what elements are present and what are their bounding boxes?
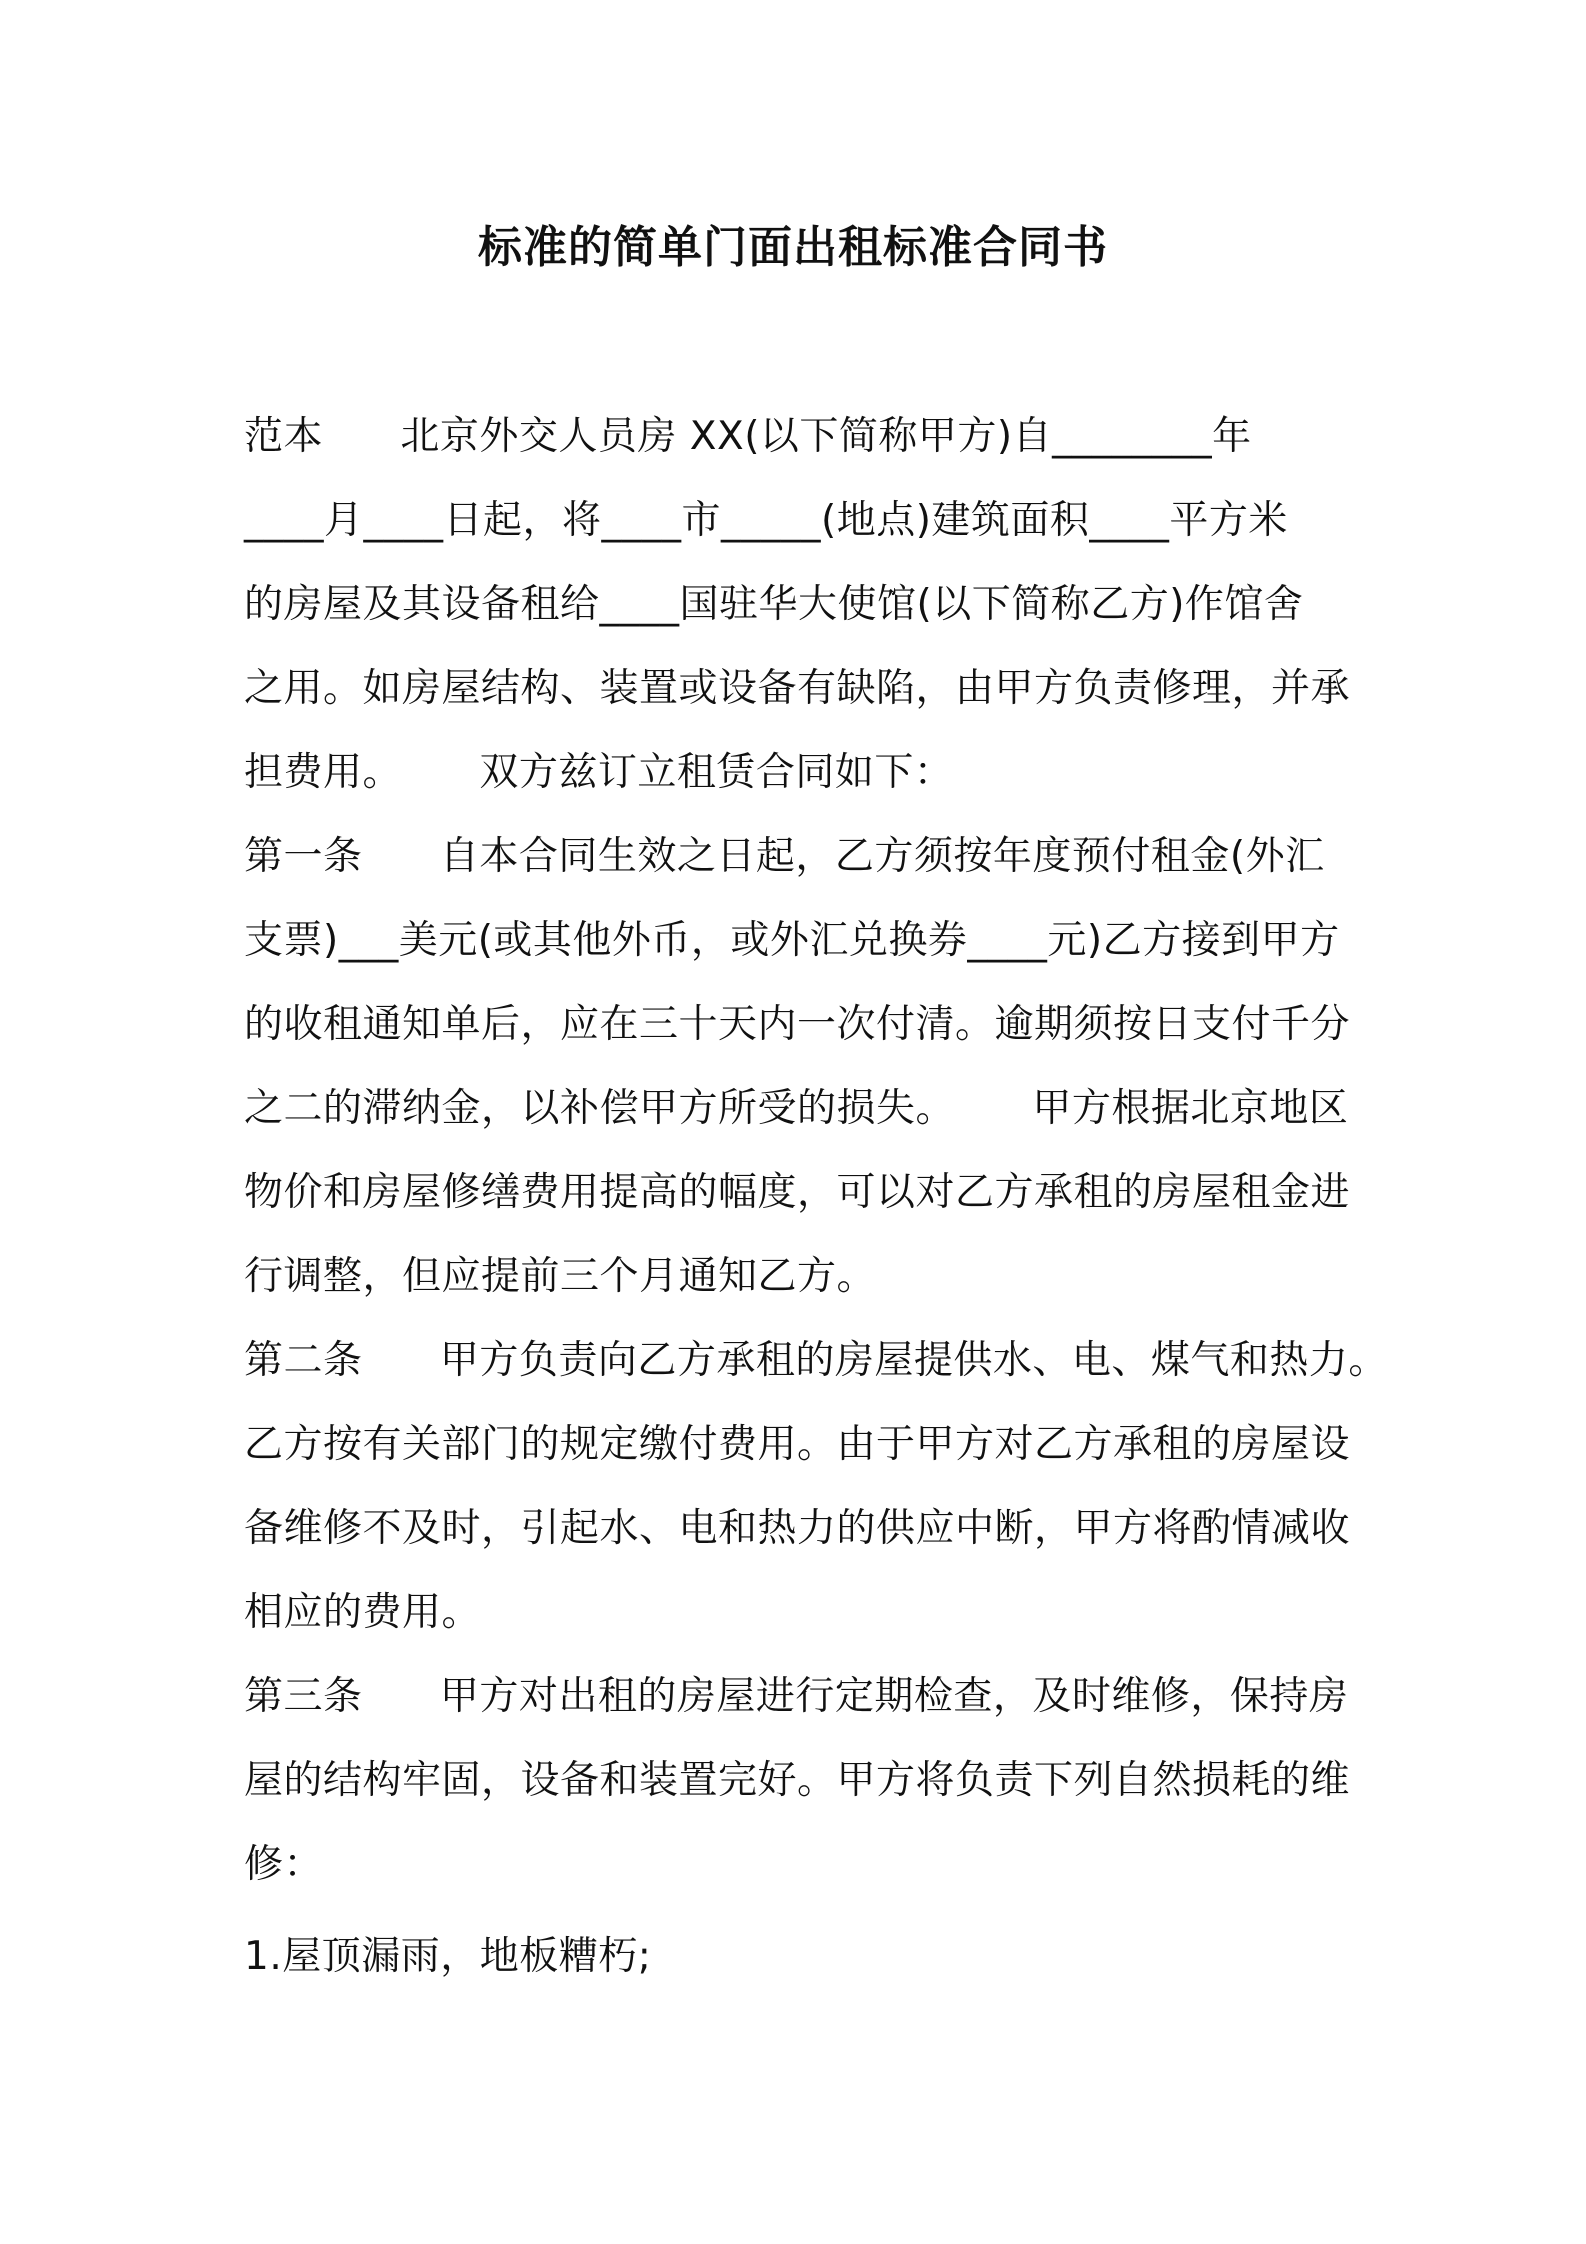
text-line: 第一条 自本合同生效之日起，乙方须按年度预付租金(外汇	[244, 834, 1325, 879]
text-line: 之二的滞纳金，以补偿甲方所受的损失。 甲方根据北京地区	[244, 1086, 1349, 1131]
text-line: 1.屋顶漏雨，地板糟朽;	[244, 1934, 652, 1979]
text-line: 范本 北京外交人员房 XX(以下简称甲方)自________年	[244, 414, 1252, 459]
text-line: 的房屋及其设备租给____国驻华大使馆(以下简称乙方)作馆舍	[244, 582, 1304, 627]
document-title: 标准的简单门面出租标准合同书	[478, 222, 1108, 273]
text-line: 屋的结构牢固，设备和装置完好。甲方将负责下列自然损耗的维	[244, 1758, 1351, 1803]
text-line: 之用。如房屋结构、装置或设备有缺陷，由甲方负责修理，并承	[244, 666, 1351, 711]
text-line: 物价和房屋修缮费用提高的幅度，可以对乙方承租的房屋租金进	[244, 1170, 1351, 1215]
text-line: 修：	[244, 1842, 324, 1887]
text-line: 支票)___美元(或其他外币，或外汇兑换券____元)乙方接到甲方	[244, 918, 1340, 963]
text-line: 担费用。 双方兹订立租赁合同如下：	[244, 750, 954, 795]
text-line: 备维修不及时，引起水、电和热力的供应中断，甲方将酌情减收	[244, 1506, 1351, 1551]
text-line: 行调整，但应提前三个月通知乙方。	[244, 1254, 877, 1299]
text-line: 相应的费用。	[244, 1590, 482, 1635]
text-line: 第二条 甲方负责向乙方承租的房屋提供水、电、煤气和热力。	[244, 1338, 1388, 1383]
text-line: 乙方按有关部门的规定缴付费用。由于甲方对乙方承租的房屋设	[244, 1422, 1351, 1467]
text-line: ____月____日起，将____市_____(地点)建筑面积____平方米	[244, 498, 1288, 543]
text-line: 的收租通知单后，应在三十天内一次付清。逾期须按日支付千分	[244, 1002, 1351, 1047]
text-line: 第三条 甲方对出租的房屋进行定期检查，及时维修，保持房	[244, 1674, 1349, 1719]
